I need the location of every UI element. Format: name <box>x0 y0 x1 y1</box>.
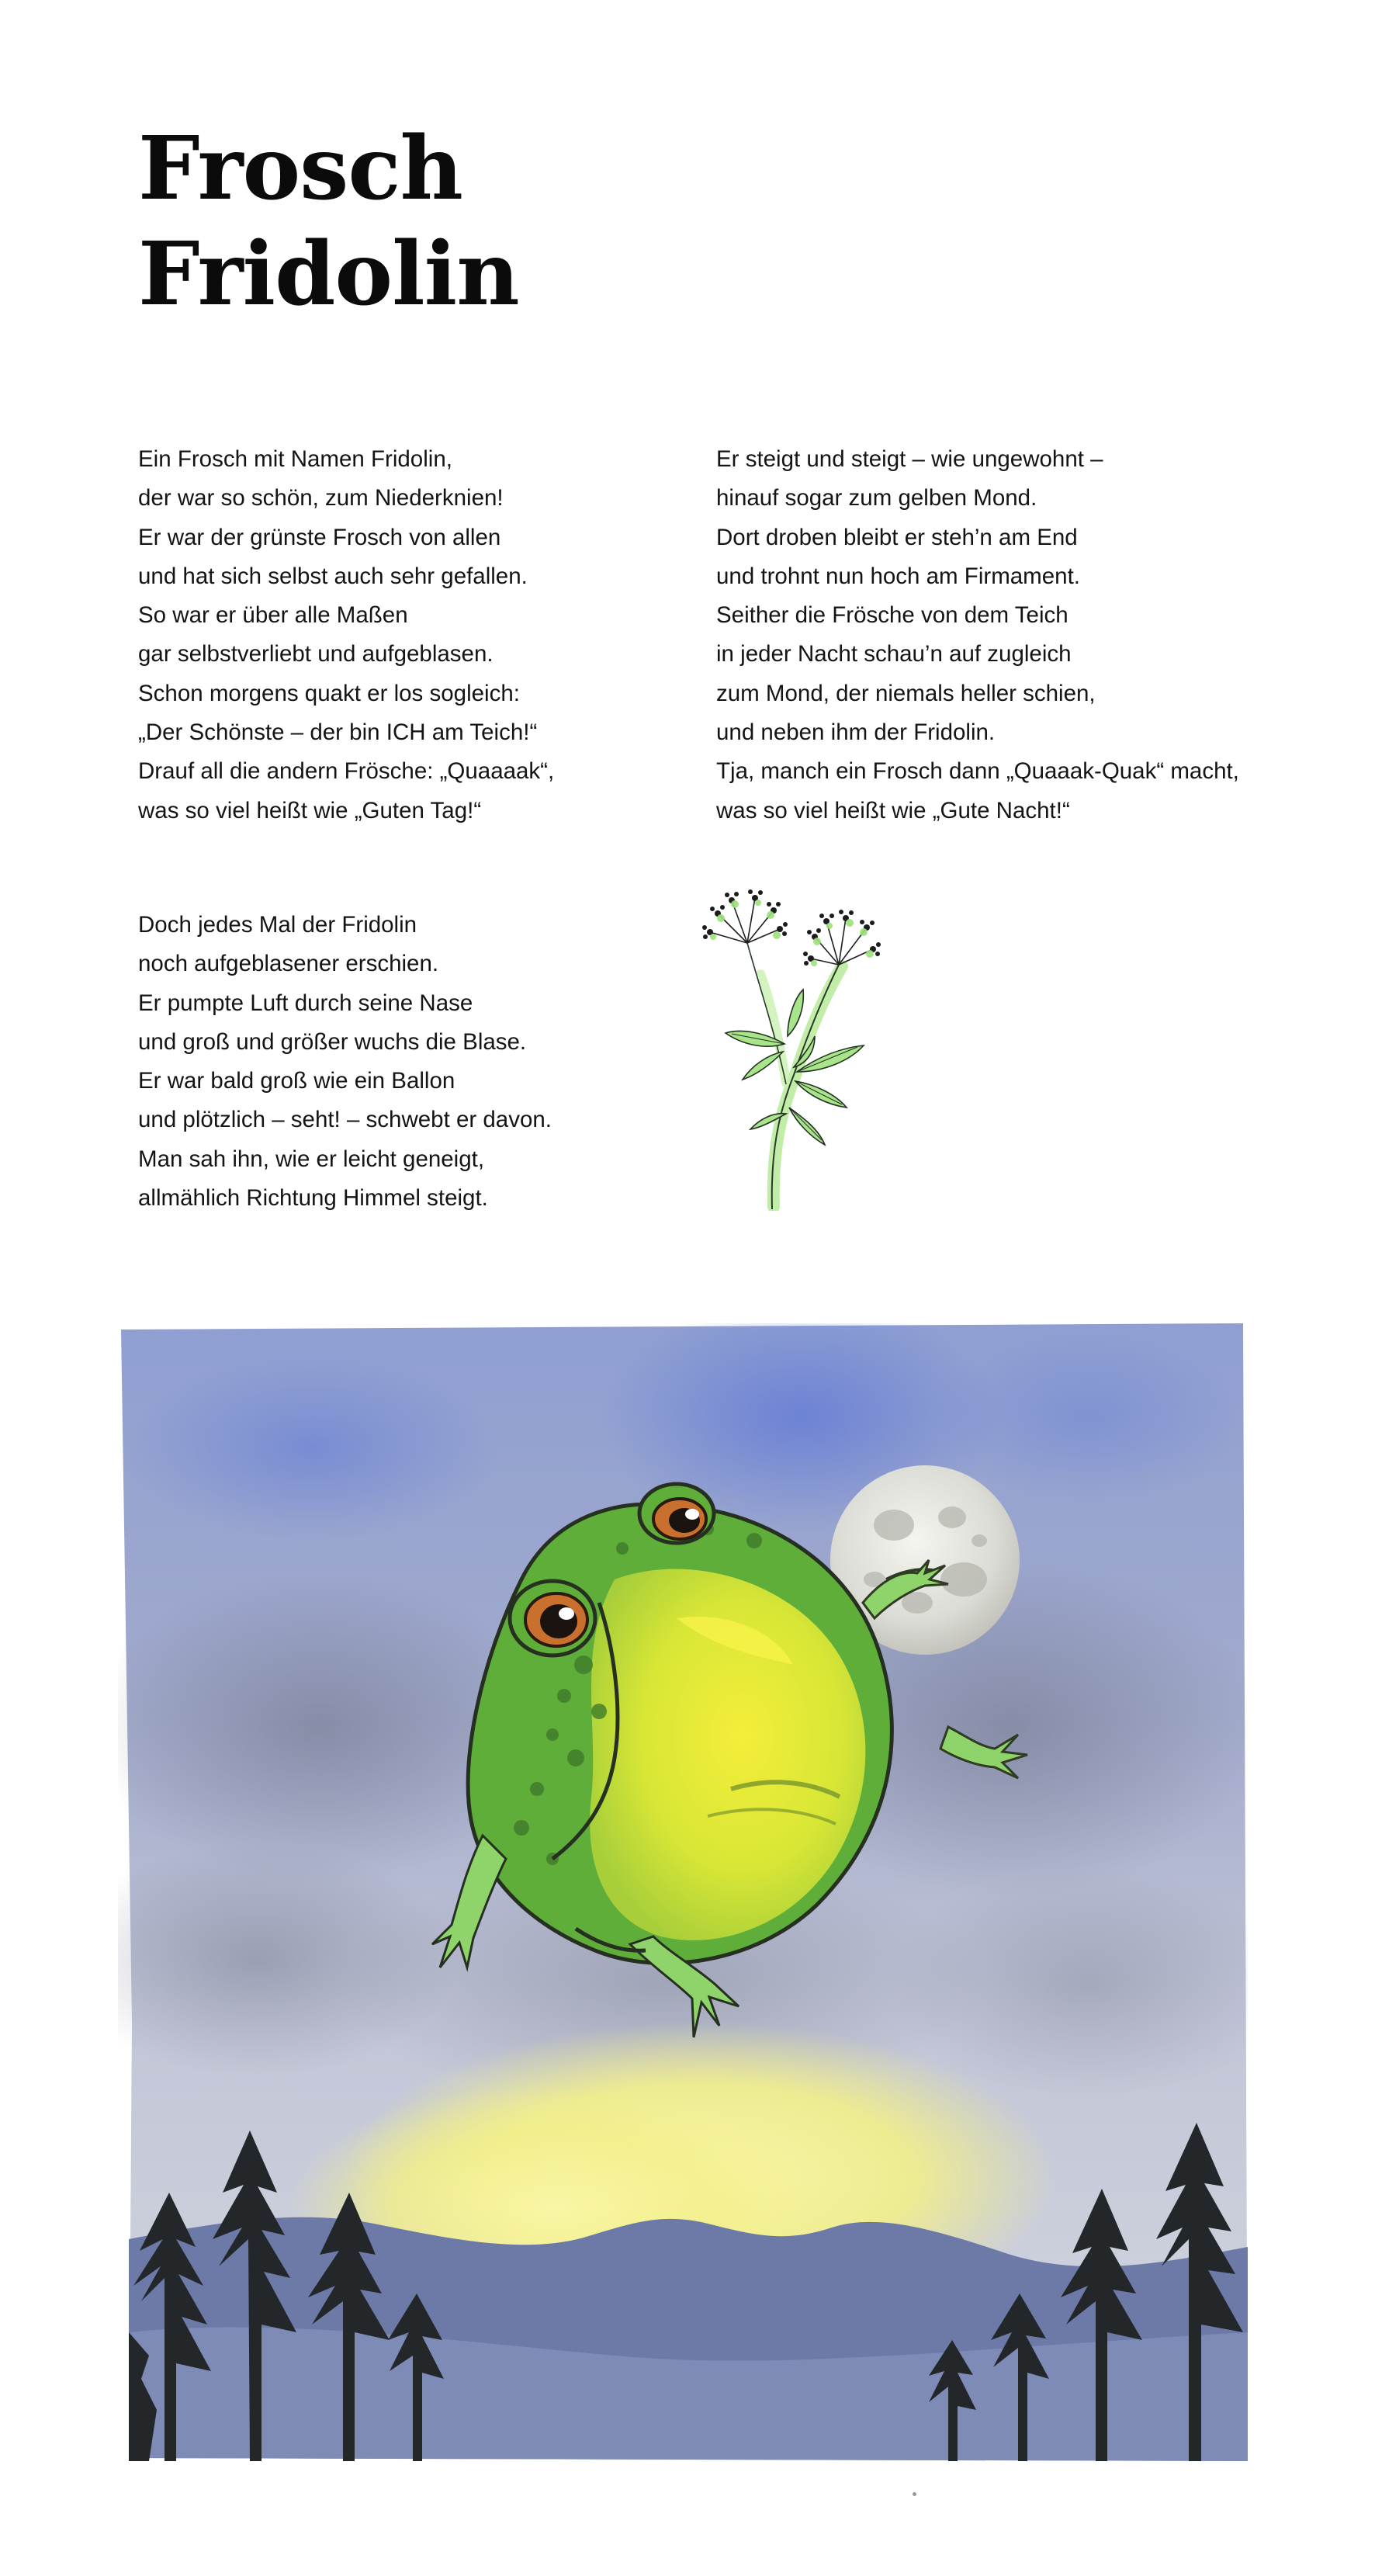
frog-moon-illustration <box>118 1323 1248 2461</box>
verse-line: noch aufgeblasener erschien. <box>138 951 439 977</box>
verse-line: Schon morgens quakt er los sogleich: <box>138 680 520 706</box>
stanza-1 <box>138 440 554 830</box>
verse-line: Dort droben bleibt er steh’n am End <box>716 524 1078 550</box>
verse-line: und trohnt nun hoch am Firmament. <box>716 563 1080 589</box>
verse-line: und hat sich selbst auch sehr gefallen. <box>138 563 528 589</box>
verse-line: Er war der grünste Frosch von allen <box>138 524 501 550</box>
verse-line: Seither die Frösche von dem Teich <box>716 602 1068 629</box>
stanza-2 <box>716 440 1239 830</box>
verse-line: Er pumpte Luft durch seine Nase <box>138 990 473 1016</box>
verse-line: was so viel heißt wie „Guten Tag!“ <box>138 797 482 823</box>
poem-title-line-2: Fridolin <box>138 224 519 325</box>
poem-title <box>138 116 519 328</box>
verse-line: der war so schön, zum Niederknien! <box>138 485 504 511</box>
verse-line: in jeder Nacht schau’n auf zugleich <box>716 641 1072 667</box>
verse-line: Man sah ihn, wie er leicht geneigt, <box>138 1146 485 1172</box>
plant-illustration <box>687 881 912 1211</box>
verse-line: „Der Schönste – der bin ICH am Teich!“ <box>138 719 538 746</box>
poem-title-line-1: Frosch <box>138 118 462 220</box>
verse-line: Ein Frosch mit Namen Fridolin, <box>138 446 452 472</box>
verse-line: Er steigt und steigt – wie ungewohnt – <box>716 446 1103 472</box>
verse-line: Er war bald groß wie ein Ballon <box>138 1068 455 1094</box>
verse-line: hinauf sogar zum gelben Mond. <box>716 485 1037 511</box>
verse-line: Doch jedes Mal der Fridolin <box>138 912 417 938</box>
verse-line: Drauf all die andern Frösche: „Quaaaak“, <box>138 758 555 785</box>
verse-line: zum Mond, der niemals heller schien, <box>716 680 1096 706</box>
stanza-3 <box>138 906 552 1218</box>
small-dot <box>913 2492 916 2496</box>
verse-line: So war er über alle Maßen <box>138 602 408 629</box>
verse-line: allmählich Richtung Himmel steigt. <box>138 1185 488 1212</box>
verse-line: und plötzlich – seht! – schwebt er davon. <box>138 1107 552 1133</box>
verse-line: und neben ihm der Fridolin. <box>716 719 996 746</box>
verse-line: und groß und größer wuchs die Blase. <box>138 1028 527 1055</box>
verse-line: gar selbstverliebt und aufgeblasen. <box>138 641 494 667</box>
verse-line: Tja, manch ein Frosch dann „Quaaak-Quak“ macht, <box>716 758 1239 785</box>
verse-line: was so viel heißt wie „Gute Nacht!“ <box>716 797 1070 823</box>
